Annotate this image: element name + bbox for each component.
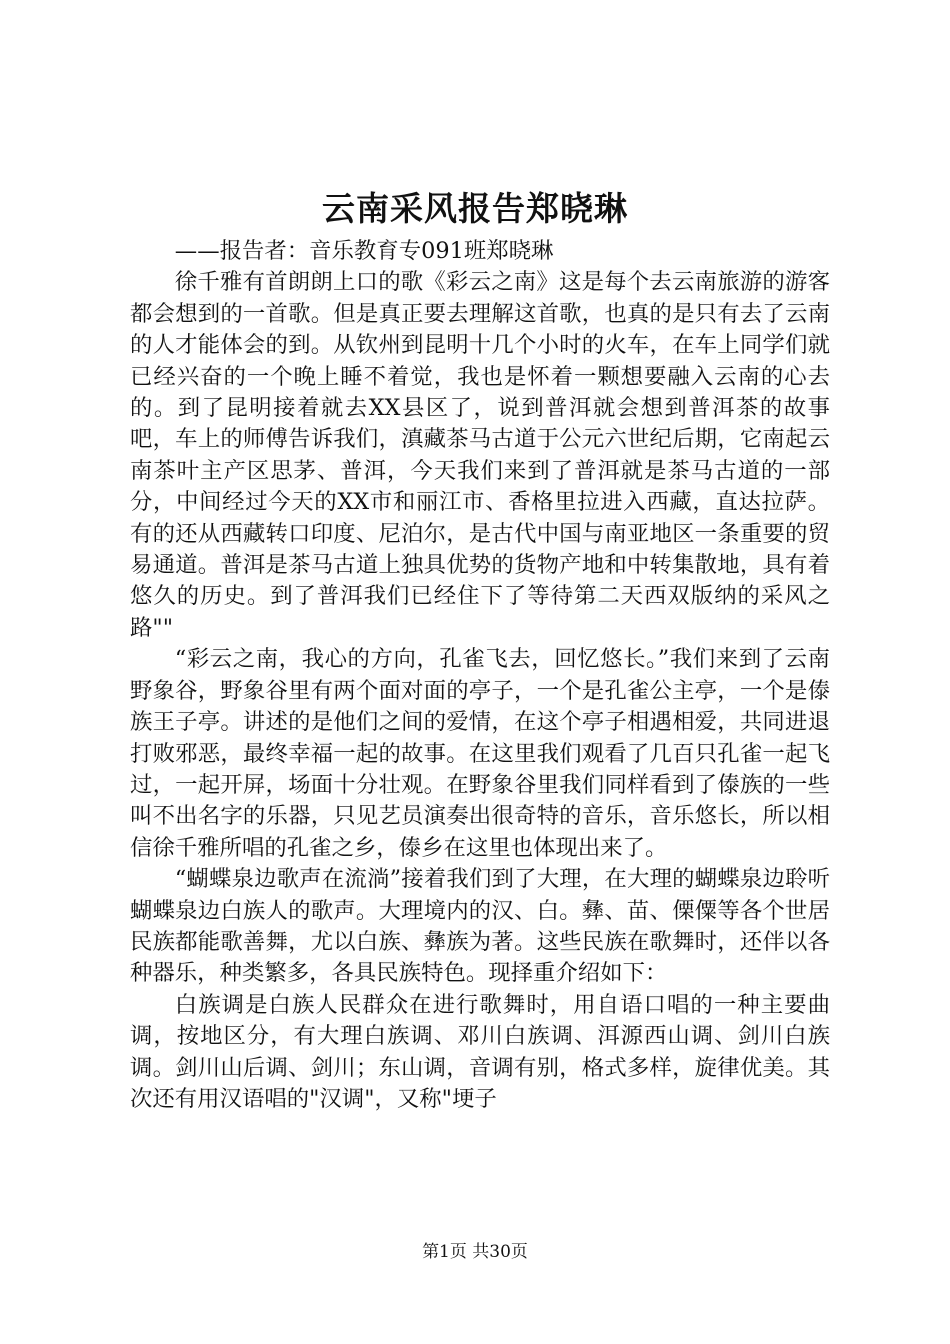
paragraph: “蝴蝶泉边歌声在流淌”接着我们到了大理，在大理的蝴蝶泉边聆听蝴蝶泉边白族人的歌声。大理境内的汉、白。彝、苗、傈僳等各个世居民族都能歌善舞，尤以白族、彝族为著。这些民族在歌舞时，还伴以各种器乐，种类繁多，各具民族特色。现择重介绍如下： bbox=[130, 866, 830, 987]
paragraph: 徐千雅有首朗朗上口的歌《彩云之南》这是每个去云南旅游的游客都会想到的一首歌。但是真正要去理解这首歌，也真的是只有去了云南的人才能体会的到。从钦州到昆明十几个小时的火车，在车上同学们就已经兴奋的一个晚上睡不着觉，我也是怀着一颗想要融入云南的心去的。到了昆明接着就去XX县区了，说到普洱就会想到普洱茶的故事吧，车上的师傅告诉我们，滇藏茶马古道于公元六世纪后期，它南起云南茶叶主产区思茅、普洱，今天我们来到了普洱就是茶马古道的一部分，中间经过今天的XX市和丽江市、香格里拉进入西藏，直达拉萨。有的还从西藏转口印度、尼泊尔，是古代中国与南亚地区一条重要的贸易通道。普洱是茶马古道上独具优势的货物产地和中转集散地，具有着悠久的历史。到了普洱我们已经住下了等待第二天西双版纳的采风之路"" bbox=[130, 269, 830, 641]
document-subtitle: ——报告者：音乐教育专091班郑晓琳 bbox=[174, 238, 554, 264]
paragraph: “彩云之南，我心的方向，孔雀飞去，回忆悠长。”我们来到了云南野象谷，野象谷里有两个面对面的亭子，一个是孔雀公主亭，一个是傣族王子亭。讲述的是他们之间的爱情，在这个亭子相遇相爱，共同进退打败邪恶，最终幸福一起的故事。在这里我们观看了几百只孔雀一起飞过，一起开屏，场面十分壮观。在野象谷里我们同样看到了傣族的一些叫不出名字的乐器，只见艺员演奏出很奇特的音乐，音乐悠长，所以相信徐千雅所唱的孔雀之乡，傣乡在这里也体现出来了。 bbox=[130, 646, 830, 861]
paragraph: 白族调是白族人民群众在进行歌舞时，用自语口唱的一种主要曲调，按地区分，有大理白族调、邓川白族调、洱源西山调、剑川白族调。剑川山后调、剑川；东山调，音调有别，格式多样，旋律优美。其次还有用汉语唱的"汉调"，又称"埂子 bbox=[130, 991, 830, 1112]
page-number-footer: 第1页 共30页 bbox=[422, 1242, 528, 1262]
document-title: 云南采风报告郑晓琳 bbox=[322, 189, 628, 228]
document-body bbox=[130, 236, 830, 1115]
